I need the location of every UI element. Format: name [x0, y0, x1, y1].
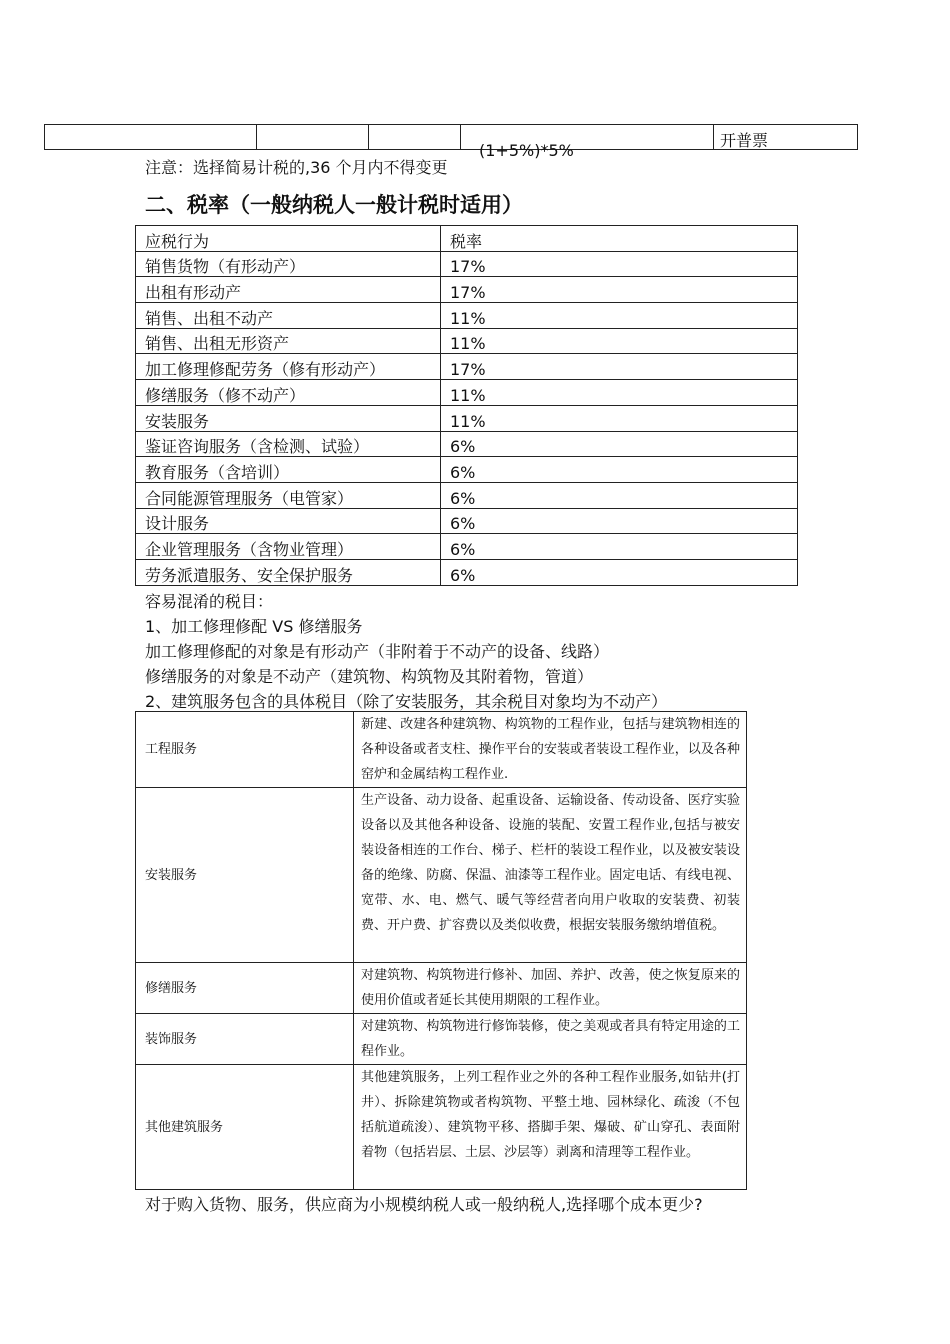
- service-description-cell: 新建、改建各种建筑物、构筑物的工程作业，包括与建筑物相连的各种设备或者支柱、操作平台的安装或者装设工程作业，以及各种窑炉和金属结构工程作业.: [354, 712, 747, 788]
- tax-rate-cell: 6%: [441, 559, 798, 585]
- table-row: [136, 482, 798, 508]
- note-text: 注意：选择简易计税的,36 个月内不得变更: [145, 158, 448, 177]
- previous-table-fragment: [44, 124, 858, 150]
- table-row: [136, 277, 798, 303]
- tax-rate-cell: 11%: [441, 405, 798, 431]
- taxable-activity-cell: 鉴证咨询服务（含检测、试验）: [136, 431, 441, 457]
- header-taxable-activity: 应税行为: [136, 226, 441, 252]
- service-name-cell: 装饰服务: [136, 1014, 354, 1065]
- tax-rate-cell: 6%: [441, 457, 798, 483]
- service-name-cell: 其他建筑服务: [136, 1065, 354, 1190]
- table-row: [136, 457, 798, 483]
- service-description-cell: 对建筑物、构筑物进行修饰装修，使之美观或者具有特定用途的工程作业。: [354, 1014, 747, 1065]
- cell-divider: [368, 125, 369, 149]
- cell-divider: [256, 125, 257, 149]
- table-row: [136, 508, 798, 534]
- tax-rate-cell: 6%: [441, 482, 798, 508]
- table-row: [136, 354, 798, 380]
- taxable-activity-cell: 加工修理修配劳务（修有形动产）: [136, 354, 441, 380]
- service-description-cell: 对建筑物、构筑物进行修补、加固、养护、改善，使之恢复原来的使用价值或者延长其使用期限的工程作业。: [354, 963, 747, 1014]
- cell-divider: [460, 125, 461, 149]
- service-description-cell: 其他建筑服务，上列工程作业之外的各种工程作业服务,如钻井(打井）、拆除建筑物或者构筑物、平整土地、园林绿化、疏浚（不包括航道疏浚）、建筑物平移、搭脚手架、爆破、矿山穿孔、表面附着物（包括岩层、土层、沙层等）剥离和清理等工程作业。: [354, 1065, 747, 1190]
- tax-rate-cell: 11%: [441, 380, 798, 406]
- table-row: [136, 405, 798, 431]
- table-row: [136, 1014, 747, 1065]
- table-row: [136, 328, 798, 354]
- taxable-activity-cell: 合同能源管理服务（电管家）: [136, 482, 441, 508]
- taxable-activity-cell: 设计服务: [136, 508, 441, 534]
- tax-rate-cell: 11%: [441, 328, 798, 354]
- taxable-activity-cell: 销售、出租不动产: [136, 303, 441, 329]
- service-name-cell: 安装服务: [136, 788, 354, 963]
- confusing-title: 容易混淆的税目：: [145, 592, 274, 611]
- table-row: [136, 1065, 747, 1190]
- table-row: [136, 431, 798, 457]
- confusing-point-2: 2、建筑服务包含的具体税目（除了安装服务，其余税目对象均为不动产）: [145, 692, 668, 711]
- taxable-activity-cell: 企业管理服务（含物业管理）: [136, 534, 441, 560]
- taxable-activity-cell: 教育服务（含培训）: [136, 457, 441, 483]
- service-name-cell: 工程服务: [136, 712, 354, 788]
- taxable-activity-cell: 安装服务: [136, 405, 441, 431]
- taxable-activity-cell: 修缮服务（修不动产）: [136, 380, 441, 406]
- header-tax-rate: 税率: [441, 226, 798, 252]
- confusing-text-1: 加工修理修配的对象是有形动产（非附着于不动产的设备、线路）: [145, 642, 610, 661]
- section-title: 二、税率（一般纳税人一般计税时适用）: [145, 193, 523, 217]
- table-row: [136, 788, 747, 963]
- table-row: [136, 303, 798, 329]
- tax-rates-table: [135, 225, 798, 586]
- taxable-activity-cell: 劳务派遣服务、安全保护服务: [136, 559, 441, 585]
- tax-rate-cell: 6%: [441, 431, 798, 457]
- table-row: [136, 559, 798, 585]
- tax-rate-cell: 17%: [441, 354, 798, 380]
- confusing-text-2: 修缮服务的对象是不动产（建筑物、构筑物及其附着物，管道）: [145, 667, 594, 686]
- cell-divider: [713, 125, 714, 149]
- table-row: [136, 963, 747, 1014]
- tax-rate-cell: 6%: [441, 508, 798, 534]
- taxable-activity-cell: 销售、出租无形资产: [136, 328, 441, 354]
- tax-rate-cell: 17%: [441, 277, 798, 303]
- table-header-row: [136, 226, 798, 252]
- service-name-cell: 修缮服务: [136, 963, 354, 1014]
- table-row: [136, 534, 798, 560]
- tax-rate-cell: 6%: [441, 534, 798, 560]
- table-row: [136, 380, 798, 406]
- tax-rate-cell: 17%: [441, 251, 798, 277]
- service-description-cell: 生产设备、动力设备、起重设备、运输设备、传动设备、医疗实验设备以及其他各种设备、设施的装配、安置工程作业,包括与被安装设备相连的工作台、梯子、栏杆的装设工程作业，以及被安装设备的绝缘、防腐、保温、油漆等工程作业。固定电话、有线电视、宽带、水、电、燃气、暖气等经营者向用户收取的安装费、初装费、开户费、扩容费以及类似收费，根据安装服务缴纳增值税。: [354, 788, 747, 963]
- construction-services-table: [135, 711, 747, 1190]
- formula-text: (1+5%)*5%: [479, 141, 574, 160]
- invoice-type-cell: 开普票: [720, 131, 769, 150]
- tax-rate-cell: 11%: [441, 303, 798, 329]
- confusing-point-1: 1、加工修理修配 VS 修缮服务: [145, 617, 363, 636]
- taxable-activity-cell: 出租有形动产: [136, 277, 441, 303]
- table-row: [136, 251, 798, 277]
- closing-question: 对于购入货物、服务，供应商为小规模纳税人或一般纳税人,选择哪个成本更少?: [145, 1195, 703, 1214]
- table-row: [136, 712, 747, 788]
- taxable-activity-cell: 销售货物（有形动产）: [136, 251, 441, 277]
